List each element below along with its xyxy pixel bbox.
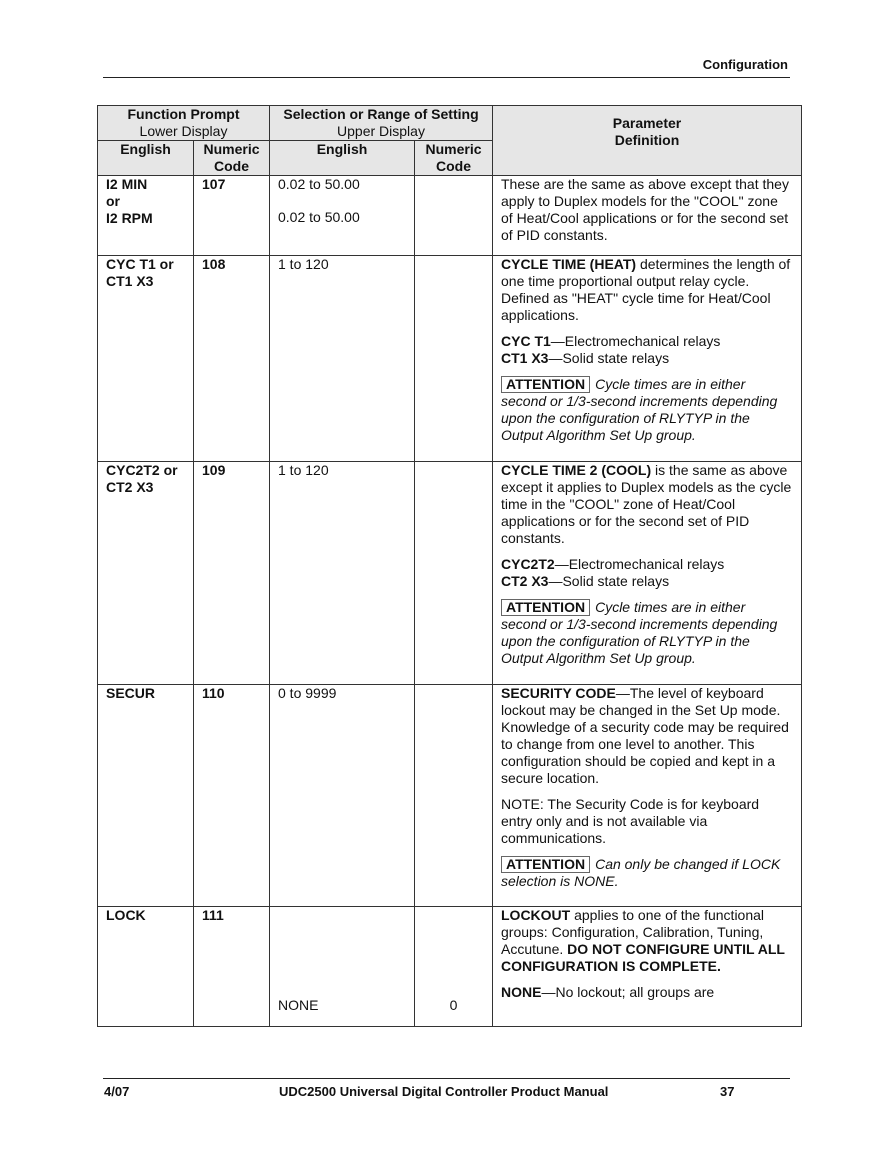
selection-english: 0.02 to 50.00 0.02 to 50.00 <box>270 176 415 256</box>
footer-date: 4/07 <box>104 1084 130 1099</box>
prompt-english: SECUR <box>98 685 194 907</box>
prompt-numeric-code: 107 <box>194 176 270 256</box>
selection-numeric-code <box>415 176 493 256</box>
table-row <box>98 907 802 1027</box>
attention-badge: ATTENTION <box>501 376 590 393</box>
running-header-title: Configuration <box>702 57 788 72</box>
selection-english: 0 to 9999 <box>270 685 415 907</box>
selection-numeric-code: 0 <box>415 907 493 1027</box>
parameter-definition: CYCLE TIME (HEAT) determines the length of one time proportional output relay cycle. Defined as "HEAT" cycle time for Heat/Cool applications. CYC T1—Electromechanical relays CT1 X3—Solid state relays ATTENTION Cycle times are in either second or 1/3-second increments depending upon the configuration of RLYTYP in the Output Algorithm Set Up group. <box>493 256 802 462</box>
selection-numeric-code <box>415 256 493 462</box>
footer-page-number: 37 <box>720 1084 735 1099</box>
prompt-numeric-code: 108 <box>194 256 270 462</box>
prompt-english: CYC2T2 or CT2 X3 <box>98 462 194 685</box>
table-row <box>98 685 802 907</box>
prompt-numeric-code: 110 <box>194 685 270 907</box>
selection-english: 1 to 120 <box>270 256 415 462</box>
parameter-definition: These are the same as above except that they apply to Duplex models for the "COOL" zone of Heat/Cool applications or for the second set of PID constants. <box>493 176 802 256</box>
footer-divider <box>103 1078 790 1079</box>
header-sel-english: English <box>270 141 415 176</box>
header-sel-numeric-code: Numeric Code <box>415 141 493 176</box>
prompt-numeric-code: 109 <box>194 462 270 685</box>
parameter-definition: LOCKOUT applies to one of the functional groups: Configuration, Calibration, Tuning, Accutune. DO NOT CONFIGURE UNTIL ALL CONFIGURATION IS COMPLETE. NONE—No lockout; all groups are <box>493 907 802 1027</box>
table-row <box>98 176 802 256</box>
prompt-english: I2 MIN or I2 RPM <box>98 176 194 256</box>
parameter-definition: SECURITY CODE—The level of keyboard lockout may be changed in the Set Up mode. Knowledge of a security code may be required to change from one level to another. This configuration should be copied and kept in a secure location. NOTE: The Security Code is for keyboard entry only and is not available via communications. ATTENTION Can only be changed if LOCK selection is NONE. <box>493 685 802 907</box>
prompt-english: CYC T1 or CT1 X3 <box>98 256 194 462</box>
header-fp-numeric-code: Numeric Code <box>194 141 270 176</box>
selection-english: NONE <box>270 907 415 1027</box>
header-fp-english: English <box>98 141 194 176</box>
header-parameter-definition: Parameter Definition <box>493 106 802 176</box>
selection-english: 1 to 120 <box>270 462 415 685</box>
prompt-numeric-code: 111 <box>194 907 270 1027</box>
parameter-definition: CYCLE TIME 2 (COOL) is the same as above except it applies to Duplex models as the cycle time in the "COOL" zone of Heat/Cool applications or for the second set of PID constants. CYC2T2—Electromechanical relays CT2 X3—Solid state relays ATTENTION Cycle times are in either second or 1/3-second increments depending upon the configuration of RLYTYP in the Output Algorithm Set Up group. <box>493 462 802 685</box>
header-selection: Selection or Range of Setting Upper Display <box>270 106 493 141</box>
table-row <box>98 256 802 462</box>
attention-badge: ATTENTION <box>501 599 590 616</box>
prompt-english: LOCK <box>98 907 194 1027</box>
configuration-table <box>97 105 802 1027</box>
attention-badge: ATTENTION <box>501 856 590 873</box>
header-function-prompt: Function Prompt Lower Display <box>98 106 270 141</box>
header-divider <box>103 77 790 78</box>
table-row <box>98 462 802 685</box>
footer-manual-title: UDC2500 Universal Digital Controller Product Manual <box>279 1084 609 1099</box>
selection-numeric-code <box>415 462 493 685</box>
selection-numeric-code <box>415 685 493 907</box>
